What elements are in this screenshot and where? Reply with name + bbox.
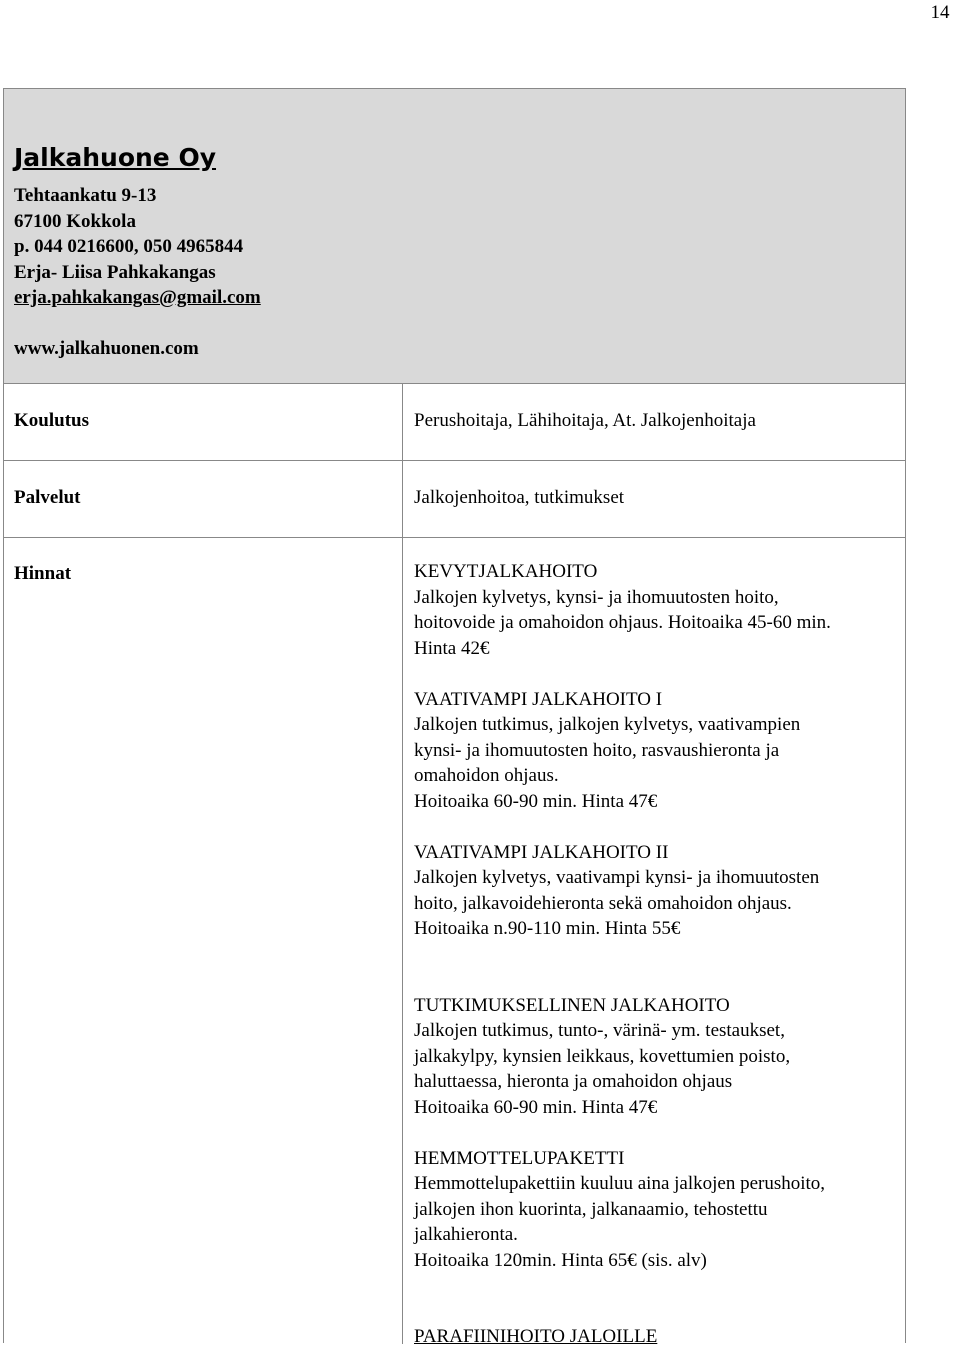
contact-info bbox=[14, 183, 261, 362]
palvelut-value: Jalkojenhoitoa, tutkimukset bbox=[414, 487, 625, 508]
service-title: KEVYTJALKAHOITO bbox=[414, 561, 598, 582]
service-title: VAATIVAMPI JALKAHOITO I bbox=[414, 688, 663, 710]
service-line: kynsi- ja ihomuutosten hoito, rasvaushieronta ja bbox=[414, 739, 780, 761]
koulutus-label: Koulutus bbox=[14, 410, 89, 431]
row-palvelut bbox=[4, 461, 905, 538]
service-hemmottelu bbox=[414, 1146, 831, 1274]
service-line: Hemmottelupakettiin kuuluu aina jalkojen perushoito, bbox=[414, 1173, 826, 1194]
service-title: VAATIVAMPI JALKAHOITO II bbox=[414, 841, 669, 863]
service-line: hoito, jalkavoidehieronta sekä omahoidon ohjaus. bbox=[414, 892, 792, 914]
palvelut-label: Palvelut bbox=[14, 487, 81, 508]
postal-address: 67100 Kokkola bbox=[14, 210, 136, 232]
price-list bbox=[414, 559, 831, 1350]
service-line: Hoitoaika n.90-110 min. Hinta 55€ bbox=[414, 918, 681, 939]
service-parafiini-title: PARAFIINIHOITO JALOILLE bbox=[414, 1326, 658, 1347]
company-name: Jalkahuone Oy bbox=[14, 143, 217, 172]
service-line: hoitovoide ja omahoidon ohjaus. Hoitoaika 45-60 min. bbox=[414, 612, 831, 633]
service-line: Jalkojen kylvetys, kynsi- ja ihomuutosten hoito, bbox=[414, 586, 779, 608]
service-line: Hoitoaika 60-90 min. Hinta 47€ bbox=[414, 1096, 658, 1118]
service-kevyt bbox=[414, 559, 831, 661]
info-table bbox=[3, 88, 906, 1347]
service-line: Hoitoaika 120min. Hinta 65€ (sis. alv) bbox=[414, 1249, 707, 1271]
service-line: Hoitoaika 60-90 min. Hinta 47€ bbox=[414, 790, 658, 812]
service-line: jalkojen ihon kuorinta, jalkanaamio, tehostettu bbox=[414, 1198, 768, 1220]
page-number: 14 bbox=[930, 2, 950, 23]
row-koulutus bbox=[4, 384, 905, 461]
service-title: TUTKIMUKSELLINEN JALKAHOITO bbox=[414, 994, 730, 1016]
service-line: Jalkojen kylvetys, vaativampi kynsi- ja ihomuutosten bbox=[414, 867, 820, 888]
service-vaativa-1 bbox=[414, 687, 831, 815]
service-line: Jalkojen tutkimus, jalkojen kylvetys, vaativampien bbox=[414, 714, 801, 735]
email-link[interactable]: erja.pahkakangas@gmail.com bbox=[14, 287, 261, 308]
service-line: Hinta 42€ bbox=[414, 637, 490, 659]
service-tutkimus bbox=[414, 993, 831, 1121]
street-address: Tehtaankatu 9-13 bbox=[14, 185, 157, 206]
company-header bbox=[4, 89, 905, 384]
service-line: jalkahieronta. bbox=[414, 1224, 518, 1245]
service-vaativa-2 bbox=[414, 840, 831, 942]
service-line: haluttaessa, hieronta ja omahoidon ohjaus bbox=[414, 1071, 733, 1092]
service-line: jalkakylpy, kynsien leikkaus, kovettumien poisto, bbox=[414, 1045, 791, 1067]
service-line: Jalkojen tutkimus, tunto-, värinä- ym. testaukset, bbox=[414, 1020, 785, 1041]
service-line: omahoidon ohjaus. bbox=[414, 765, 559, 786]
service-title: HEMMOTTELUPAKETTI bbox=[414, 1147, 625, 1169]
phone-numbers: p. 044 0216600, 050 4965844 bbox=[14, 236, 244, 257]
hinnat-label: Hinnat bbox=[14, 563, 72, 584]
contact-person: Erja- Liisa Pahkakangas bbox=[14, 261, 216, 283]
koulutus-value: Perushoitaja, Lähihoitaja, At. Jalkojenhoitaja bbox=[414, 410, 756, 431]
website-link[interactable]: www.jalkahuonen.com bbox=[14, 338, 199, 359]
